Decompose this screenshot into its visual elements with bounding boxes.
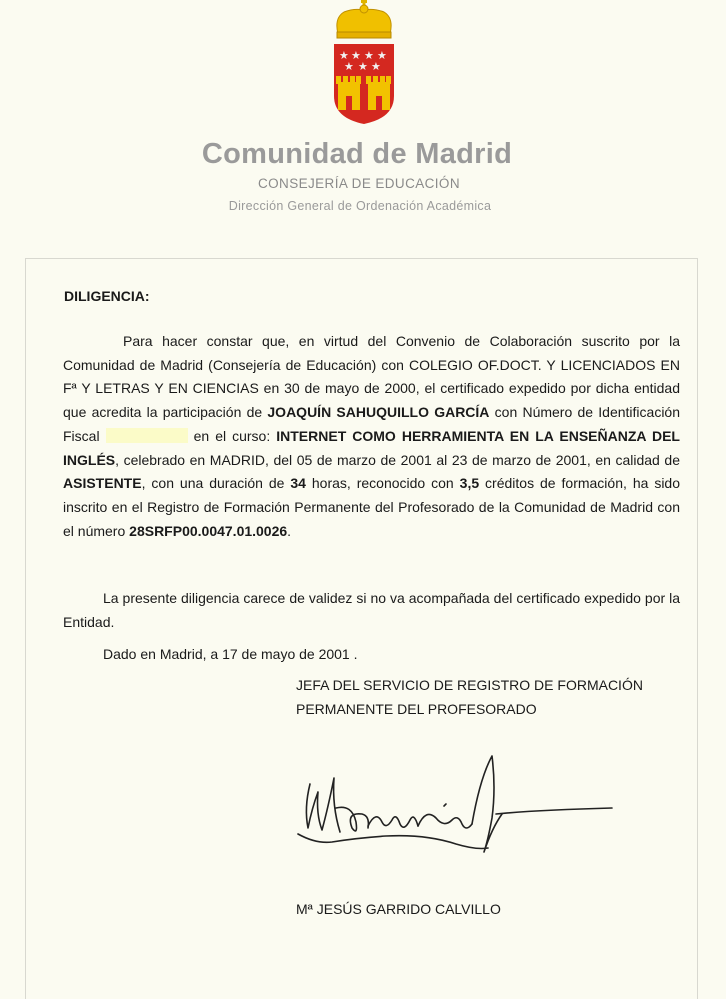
body-paragraph-1 (63, 330, 680, 543)
signatory-role-line-1: JEFA DEL SERVICIO DE REGISTRO DE FORMACIÓN (296, 677, 643, 693)
svg-text:★: ★ (339, 49, 349, 62)
svg-text:★: ★ (371, 60, 381, 73)
crown-icon (337, 0, 391, 38)
p1-text-4: , celebrado en MADRID, del 05 de marzo de 2001 al 23 de marzo de 2001, en calidad de (115, 451, 680, 468)
svg-text:★: ★ (358, 60, 368, 73)
org-name: Comunidad de Madrid (201, 138, 513, 170)
p1-text-2: con Número de Identificación Fiscal (63, 404, 680, 444)
handwritten-signature (296, 748, 618, 868)
p1-text-1: Para hacer constar que, en virtud del Convenio de Colaboración suscrito por la Comunidad de Madrid (Consejería de Educación) con COLEGIO OF.DOCT. Y LICENCIADOS EN Fª Y LETRAS Y EN CIENCIAS en 30 de mayo de 2000, el certificado expedido por dicha entidad que acredita la participación de (63, 333, 680, 421)
registry-number: 28SRFP00.0047.01.0026 (129, 522, 288, 539)
p1-text-5: , con una duración de (141, 475, 291, 492)
directorate-name: Dirección General de Ordenación Académica (228, 199, 492, 213)
course-hours: 34 (290, 475, 306, 492)
p1-text-8: . (287, 522, 292, 539)
course-credits: 3,5 (459, 475, 480, 492)
signatory-name: Mª JESÚS GARRIDO CALVILLO (296, 901, 501, 917)
redacted-tax-id (106, 428, 188, 443)
signatory-role-line-2: PERMANENTE DEL PROFESORADO (296, 701, 537, 717)
department-name: CONSEJERÍA DE EDUCACIÓN (258, 176, 460, 191)
issue-date-line: Dado en Madrid, a 17 de mayo de 2001 . (103, 646, 358, 662)
comunidad-de-madrid-crest-logo (328, 0, 400, 128)
course-name: INTERNET COMO HERRAMIENTA EN LA ENSEÑANZA DEL INGLÉS (63, 427, 680, 468)
svg-text:★: ★ (364, 49, 374, 62)
svg-text:★: ★ (377, 49, 387, 62)
p1-text-3: en el curso: (187, 427, 277, 444)
body-paragraph-2: La presente diligencia carece de validez si no va acompañada del certificado expedido por la Entidad. (63, 590, 680, 630)
participant-name: JOAQUÍN SAHUQUILLO GARCÍA (267, 404, 490, 421)
p1-text-6: horas, reconocido con (305, 475, 460, 492)
svg-text:★: ★ (344, 60, 354, 73)
p1-text-7: créditos de formación, ha sido inscrito en el Registro de Formación Permanente del Profesorado de la Comunidad de Madrid con el número (63, 475, 681, 539)
document-title: DILIGENCIA: (64, 288, 150, 304)
participation-role: ASISTENTE (63, 475, 142, 492)
svg-text:★: ★ (351, 49, 361, 62)
